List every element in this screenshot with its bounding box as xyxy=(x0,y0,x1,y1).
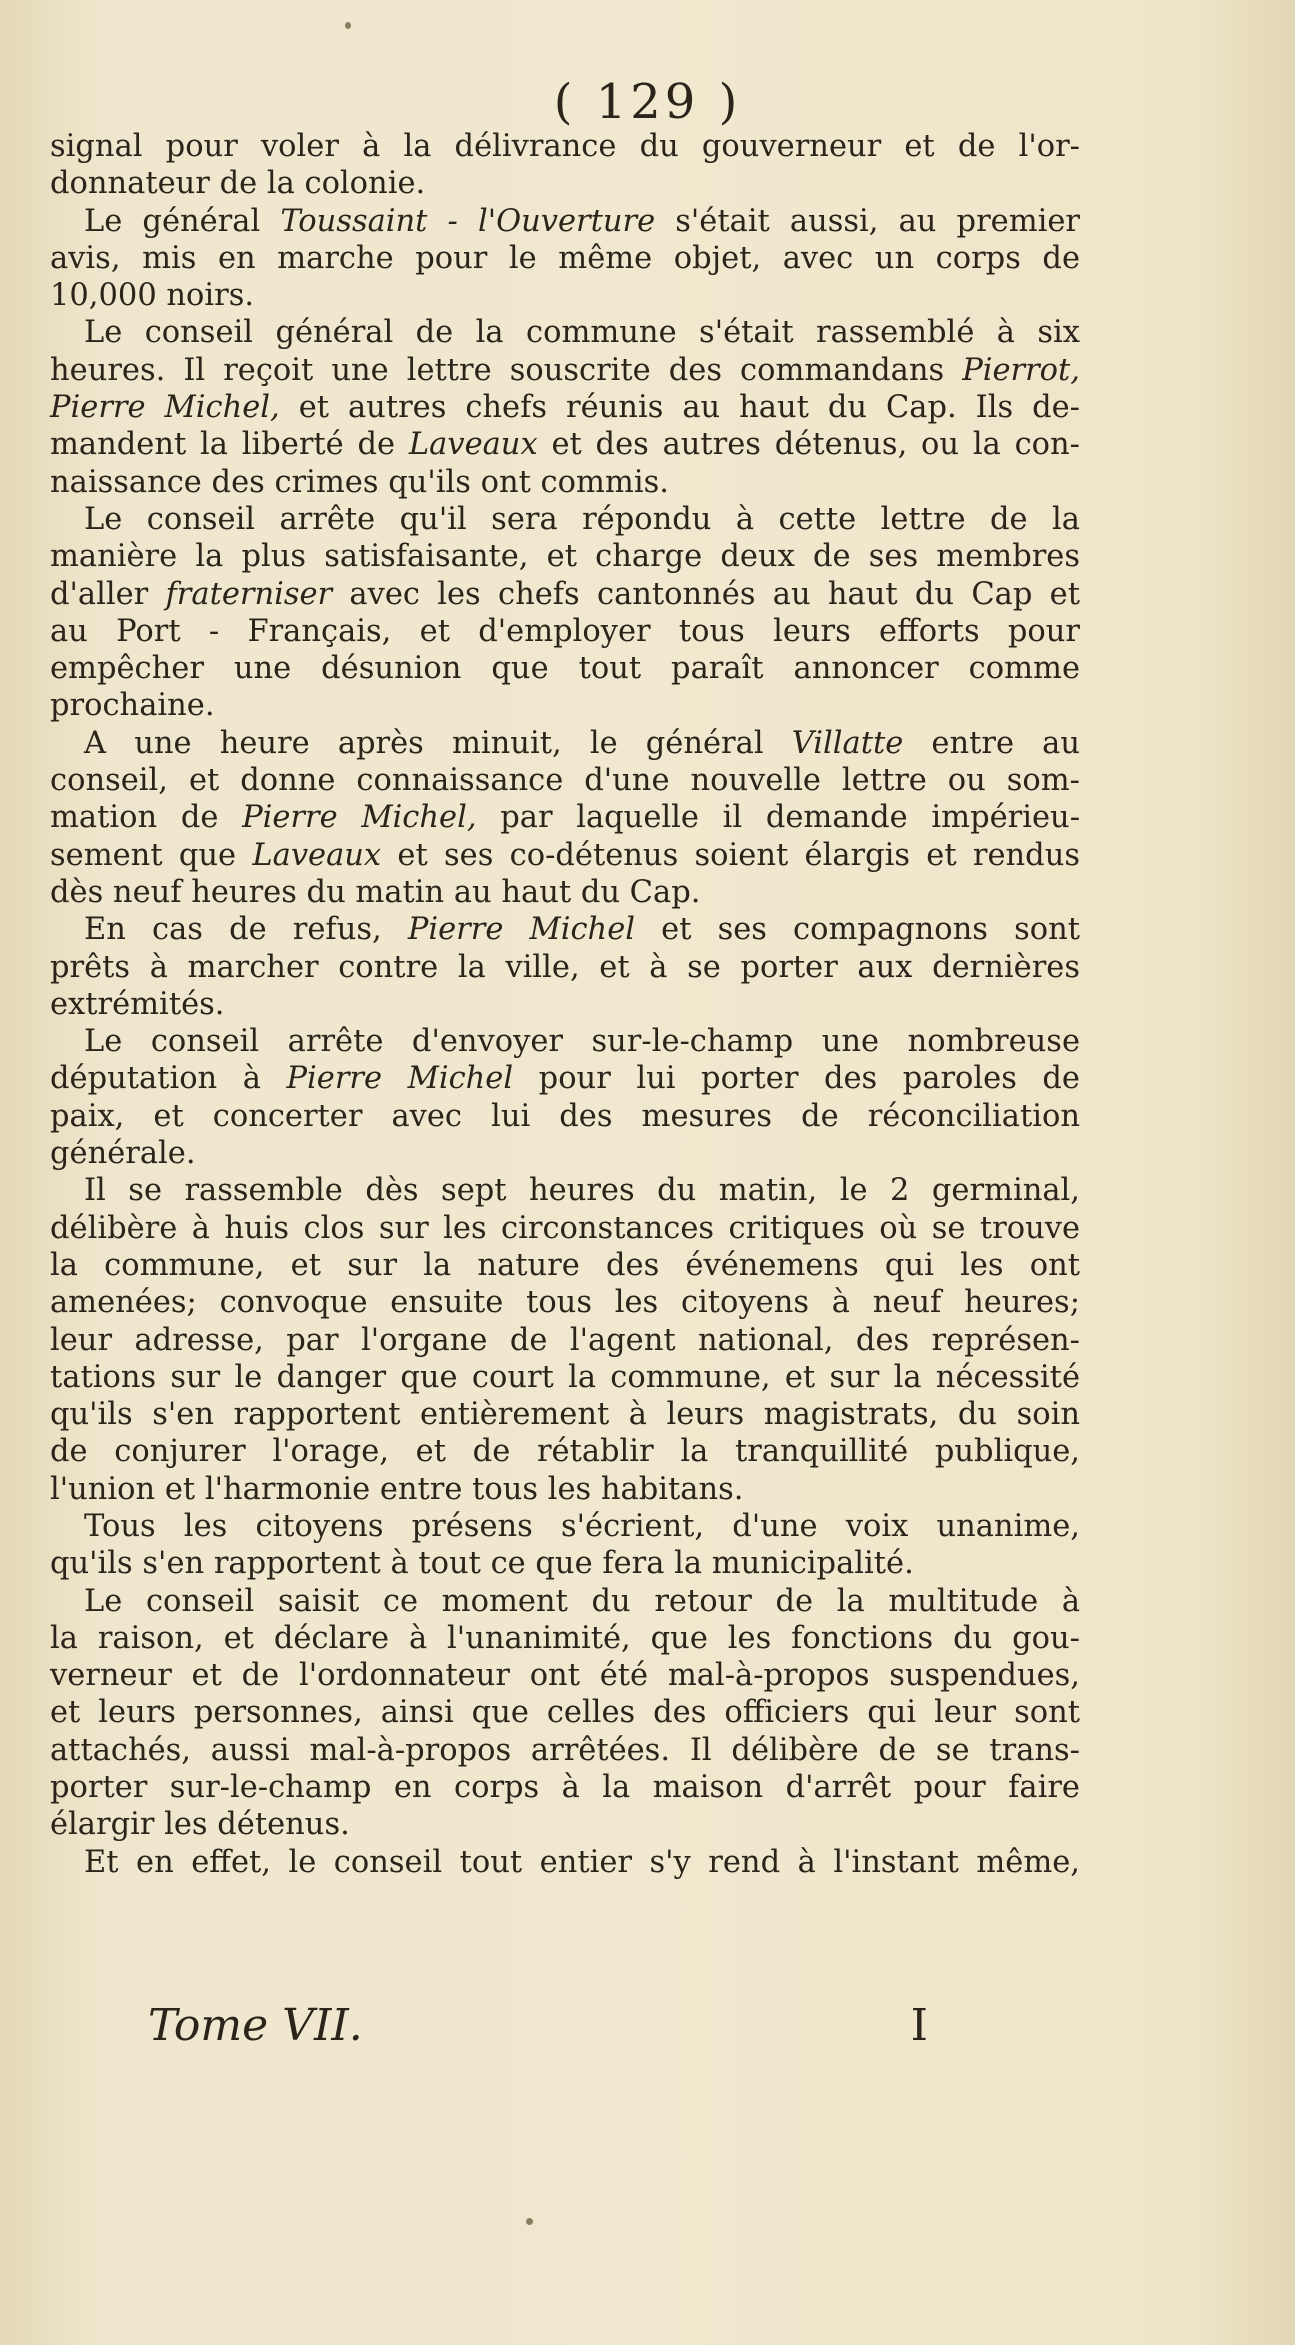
paragraph xyxy=(50,128,1080,203)
italic-run: Laveaux xyxy=(408,427,538,463)
text-line xyxy=(50,1135,1080,1172)
text-run: au Port - Français, et d'employer tous leurs efforts pour xyxy=(50,613,1080,649)
text-run: Le conseil arrête d'envoyer sur-le-champ une nombreuse xyxy=(84,1024,1080,1060)
text-line xyxy=(50,1732,1080,1769)
text-run: Le général xyxy=(84,203,281,239)
text-run: leur adresse, par l'organe de l'agent national, des représen- xyxy=(50,1322,1080,1358)
paragraph xyxy=(50,911,1080,1023)
text-run: délibère à huis clos sur les circonstances critiques où se trouve xyxy=(50,1210,1080,1246)
text-run: qu'ils s'en rapportent entièrement à leurs magistrats, du soin xyxy=(50,1397,1080,1433)
italic-run: Villatte xyxy=(791,725,904,761)
text-run: avec les chefs cantonnés au haut du Cap et xyxy=(332,576,1080,612)
text-run: par laquelle il demande impérieu- xyxy=(476,800,1081,836)
text-line xyxy=(50,650,1080,687)
paragraph xyxy=(50,501,1080,725)
text-run: Et en effet, le conseil tout entier s'y rend à l'instant même, xyxy=(84,1844,1080,1880)
text-run: Le conseil saisit ce moment du retour de la multitude à xyxy=(84,1583,1080,1619)
italic-run: Pierre Michel, xyxy=(242,800,477,836)
text-run: qu'ils s'en rapportent à tout ce que fera la municipalité. xyxy=(50,1546,914,1582)
text-run: et des autres détenus, ou la con- xyxy=(537,427,1080,463)
text-line xyxy=(50,576,1080,613)
text-line xyxy=(50,1060,1080,1097)
text-run: dès neuf heures du matin au haut du Cap. xyxy=(50,874,701,910)
paragraph xyxy=(50,1583,1080,1844)
text-run: Le conseil arrête qu'il sera répondu à cette lettre de la xyxy=(84,501,1080,537)
text-line xyxy=(50,1806,1080,1843)
text-run: d'aller xyxy=(50,576,166,612)
text-run: donnateur de la colonie. xyxy=(50,166,426,202)
page-number: ( 129 ) xyxy=(553,74,742,130)
text-line xyxy=(50,1583,1080,1620)
paragraph xyxy=(50,725,1080,911)
text-run: la commune, et sur la nature des événemens qui les ont xyxy=(50,1247,1080,1283)
text-run: amenées; convoque ensuite tous les citoyens à neuf heures; xyxy=(50,1285,1080,1321)
text-run: heures. Il reçoit une lettre souscrite des commandans xyxy=(50,352,963,388)
text-line xyxy=(50,1433,1080,1470)
text-line xyxy=(50,1694,1080,1731)
text-run: la raison, et déclare à l'unanimité, que les fonctions du gou- xyxy=(50,1620,1080,1656)
text-run: de conjurer l'orage, et de rétablir la tranquillité publique, xyxy=(50,1434,1080,1470)
text-line xyxy=(50,352,1080,389)
text-run: tations sur le danger que court la commune, et sur la nécessité xyxy=(50,1359,1080,1395)
text-run: générale. xyxy=(50,1136,196,1172)
text-line xyxy=(50,501,1080,538)
text-line xyxy=(50,538,1080,575)
text-line xyxy=(50,1471,1080,1508)
paragraph xyxy=(50,1508,1080,1583)
text-run: signal pour voler à la délivrance du gouverneur et de l'or- xyxy=(50,129,1080,164)
text-run: naissance des crimes qu'ils ont commis. xyxy=(50,464,669,500)
text-run: l'union et l'harmonie entre tous les habitans. xyxy=(50,1471,744,1507)
text-line xyxy=(50,687,1080,724)
text-run: et leurs personnes, ainsi que celles des officiers qui leur sont xyxy=(50,1695,1080,1731)
text-run: empêcher une désunion que tout paraît annoncer comme xyxy=(50,651,1080,687)
text-line xyxy=(50,203,1080,240)
text-line xyxy=(50,1023,1080,1060)
italic-run: fraterniser xyxy=(165,576,333,612)
paragraph xyxy=(50,203,1080,315)
text-run: mandent la liberté de xyxy=(50,427,409,463)
text-run: sement que xyxy=(50,837,253,873)
text-line xyxy=(50,1322,1080,1359)
paragraph xyxy=(50,314,1080,500)
text-run: Il se rassemble dès sept heures du matin, le 2 germinal, xyxy=(84,1173,1080,1209)
text-line xyxy=(50,389,1080,426)
text-line xyxy=(50,725,1080,762)
text-run: avis, mis en marche pour le même objet, avec un corps de xyxy=(50,240,1080,276)
text-line xyxy=(50,165,1080,202)
text-line xyxy=(50,874,1080,911)
paragraph xyxy=(50,1172,1080,1508)
text-line xyxy=(50,277,1080,314)
text-line xyxy=(50,426,1080,463)
volume-label: Tome VII. xyxy=(148,2000,363,2051)
text-line xyxy=(50,1508,1080,1545)
text-line xyxy=(50,986,1080,1023)
text-run: Tous les citoyens présens s'écrient, d'une voix unanime, xyxy=(84,1508,1080,1544)
text-line xyxy=(50,1172,1080,1209)
body-text xyxy=(50,128,1080,1881)
text-run: entre au xyxy=(903,725,1081,761)
text-run: élargir les détenus. xyxy=(50,1807,350,1843)
text-run: verneur et de l'ordonnateur ont été mal-à-propos suspendues, xyxy=(50,1658,1080,1694)
text-line xyxy=(50,613,1080,650)
text-run: attachés, aussi mal-à-propos arrêtées. Il délibère de se trans- xyxy=(50,1732,1080,1768)
text-line xyxy=(50,1844,1080,1881)
text-line xyxy=(50,837,1080,874)
text-run: députation à xyxy=(50,1061,287,1097)
text-run: paix, et concerter avec lui des mesures de réconciliation xyxy=(50,1098,1080,1134)
text-line xyxy=(50,1098,1080,1135)
text-line xyxy=(50,1620,1080,1657)
text-line xyxy=(50,464,1080,501)
italic-run: Pierre Michel xyxy=(407,912,636,948)
text-line xyxy=(50,762,1080,799)
text-run: manière la plus satisfaisante, et charge deux de ses membres xyxy=(50,539,1080,575)
text-run: et ses compagnons sont xyxy=(635,912,1080,948)
text-line xyxy=(50,799,1080,836)
ink-speck xyxy=(345,22,351,29)
text-line xyxy=(50,1284,1080,1321)
signature-mark: I xyxy=(910,2000,928,2051)
text-run: En cas de refus, xyxy=(84,912,408,948)
text-line xyxy=(50,949,1080,986)
text-line xyxy=(50,314,1080,351)
text-line xyxy=(50,1247,1080,1284)
text-run: pour lui porter des paroles de xyxy=(513,1061,1080,1097)
text-line xyxy=(50,1210,1080,1247)
italic-run: Laveaux xyxy=(252,837,382,873)
text-line xyxy=(50,240,1080,277)
text-line xyxy=(50,1545,1080,1582)
italic-run: Pierre Michel xyxy=(286,1061,514,1097)
ink-speck xyxy=(526,2218,533,2225)
text-run: prochaine. xyxy=(50,688,215,724)
text-line xyxy=(50,1769,1080,1806)
paragraph xyxy=(50,1844,1080,1881)
text-run: conseil, et donne connaissance d'une nouvelle lettre ou som- xyxy=(50,763,1080,799)
text-line xyxy=(50,128,1080,165)
text-run: et ses co-détenus soient élargis et rendus xyxy=(381,837,1080,873)
text-run: 10,000 noirs. xyxy=(50,278,255,314)
text-run: prêts à marcher contre la ville, et à se porter aux dernières xyxy=(50,949,1080,985)
text-run: mation de xyxy=(50,800,243,836)
text-line xyxy=(50,1359,1080,1396)
paragraph xyxy=(50,1023,1080,1172)
text-line xyxy=(50,911,1080,948)
italic-run: Pierrot, xyxy=(962,352,1080,388)
italic-run: Toussaint - l'Ouverture xyxy=(280,203,656,239)
text-run: s'était aussi, au premier xyxy=(655,203,1081,239)
text-run: A une heure après minuit, le général xyxy=(84,725,792,761)
text-line xyxy=(50,1396,1080,1433)
text-line xyxy=(50,1657,1080,1694)
text-run: Le conseil général de la commune s'était rassemblé à six xyxy=(84,315,1080,351)
text-run: et autres chefs réunis au haut du Cap. Ils de- xyxy=(279,390,1080,426)
text-run: extrémités. xyxy=(50,986,225,1022)
text-run: porter sur-le-champ en corps à la maison d'arrêt pour faire xyxy=(50,1770,1080,1806)
italic-run: Pierre Michel, xyxy=(50,390,280,426)
